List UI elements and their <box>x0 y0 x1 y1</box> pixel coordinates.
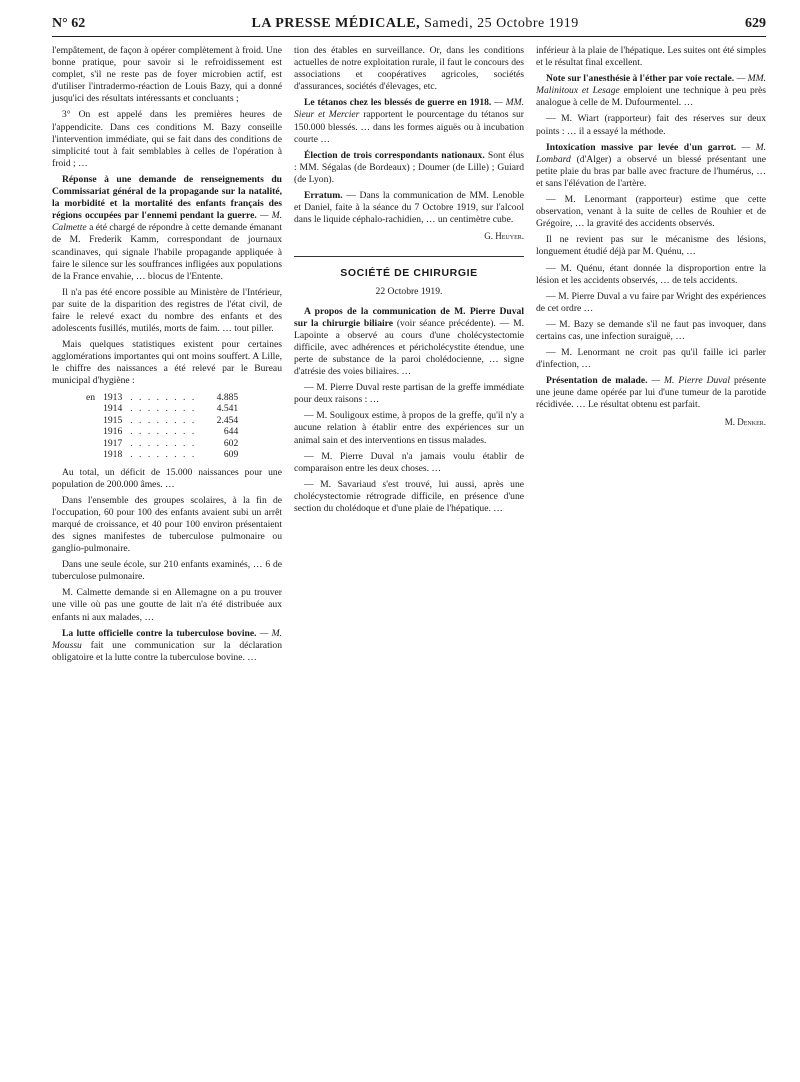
leader-dots: . . . . . . . . <box>130 449 197 461</box>
section-title: La lutte officielle contre la tuberculose bovine. <box>62 627 257 639</box>
leader-dots: . . . . . . . . <box>130 403 197 415</box>
section-title: Note sur l'anesthésie à l'éther par voie rectale. <box>546 73 735 85</box>
paragraph: M. Calmette demande si en Allemagne on a pu trouver une ville où pas une goutte de lait n'a été distribuée aux enfants ni aux malades, … <box>52 587 282 623</box>
issue-number: N° 62 <box>52 16 86 31</box>
section-title: Réponse à une demande de renseignements du Commissariat général de la propagande sur la natalité, la morbidité et la mortalité des enfants français des régions occupées par l'ennemi pendant la guerre. <box>52 173 282 222</box>
paragraph: — M. Savariaud s'est trouvé, lui aussi, après une cholécystectomie rétrograde difficile, en présence d'une section du cholédoque et d'une plaie de l'hépatique. … <box>294 478 524 514</box>
journal-name: LA PRESSE MÉDICALE, <box>251 16 421 31</box>
births-row <box>82 438 242 450</box>
signature: G. Heuyer. <box>484 231 524 242</box>
paragraph: 3° On est appelé dans les premières heures de l'appendicite. Dans ces conditions M. Bazy conseille l'intervention immédiate, qui se fait dans des conditions de simplicité tout à fait semblables à celles de l'opération à froid ; … <box>52 109 282 169</box>
paragraph: Il ne revient pas sur le mécanisme des lésions, longuement étudié déjà par M. Quénu, … <box>536 234 766 258</box>
section-note: (voir séance précédente). <box>396 317 496 329</box>
paragraph: — M. Pierre Duval reste partisan de la greffe immédiate pour deux raisons : … <box>294 382 524 406</box>
section-authors: — M. Lombard <box>536 141 766 165</box>
births-prefix <box>82 449 99 461</box>
paragraph: Il n'a pas été encore possible au Ministère de l'Intérieur, par suite de la disparition des registres de l'état civil, de faire le relevé exact du nombre des enfants et des adolescents fusillés, mutilés, morts de faim. … tout piller. <box>52 286 282 335</box>
births-year: 1914 <box>103 403 123 415</box>
births-row <box>82 392 242 404</box>
column-3 <box>536 45 766 668</box>
section-tetanos <box>294 97 524 145</box>
paragraph: Dans une seule école, sur 210 enfants examinés, … 6 de tuberculose pulmonaire. <box>52 559 282 583</box>
section-text: Sont élus : MM. Ségalas (de Bordeaux) ; Doumer (de Lille) ; Guiard (de Lyon). <box>294 149 525 185</box>
paragraph: — M. Bazy se demande s'il ne faut pas invoquer, dans certains cas, une infection suraiguë, … <box>536 318 766 342</box>
leader-dots: . . . . . . . . <box>130 426 197 438</box>
births-row <box>82 426 242 438</box>
births-prefix <box>82 426 99 438</box>
section-text: emploient une technique à peu près analogue à celle de M. Dufourmentel. … <box>536 85 766 109</box>
section-erratum <box>294 190 524 226</box>
paragraph: — M. Souligoux estime, à propos de la greffe, qu'il n'y a aucune relation à établir entre des expériences sur un animal sain et des interventions en tissus malades. <box>294 410 524 446</box>
section-election <box>294 150 524 186</box>
paragraph: — M. Wiart (rapporteur) fait des réserves sur deux points : … il a essayé la méthode. <box>536 113 766 137</box>
paragraph: — M. Pierre Duval n'a jamais voulu établir de comparaison entre les deux choses. … <box>294 450 524 474</box>
section-text: — M. Lapointe a observé au cours d'une cholécystectomie difficile, avec adhérences et péricholécystite étendue, une perte de substance de la paroi cholédocienne, … signe d'atrésie des voies biliaires. … <box>294 317 525 378</box>
births-row <box>82 403 242 415</box>
births-count: 609 <box>223 449 239 461</box>
births-count: 2.454 <box>216 414 239 426</box>
society-date: 22 Octobre 1919. <box>375 285 443 297</box>
section-calmette <box>52 174 282 283</box>
society-heading: SOCIÉTÉ DE CHIRURGIE <box>294 256 524 279</box>
births-prefix <box>82 415 99 427</box>
paragraph: — M. Lenormant (rapporteur) estime que cette observation, venant à la suite de celles de Rouhier et de Grégoire, … la gravité des accidents observés. <box>536 194 766 230</box>
paragraph: — M. Pierre Duval a vu faire par Wright des expériences de cet ordre … <box>536 290 766 314</box>
section-anesthesie <box>536 73 766 109</box>
journal-title-line <box>252 16 579 32</box>
section-title: Le tétanos chez les blessés de guerre en 1918. <box>304 97 492 109</box>
column-1 <box>52 45 282 668</box>
births-row <box>82 449 242 461</box>
paragraph: — M. Quénu, étant donnée la disproportion entre la lésion et les accidents observés, … de tels accidents. <box>536 262 766 286</box>
section-text: présente une jeune dame opérée par lui d'une tumeur de la parotide récidivée. … Le résultat obtenu est parfait. <box>536 375 766 411</box>
births-year: 1913 <box>103 391 123 403</box>
section-authors: — M. Moussu <box>52 627 282 651</box>
paragraph: Mais quelques statistiques existent pour certaines agglomérations importantes qui ont moins souffert. A Lille, le chiffre des naissances a été relevé par le Bureau municipal d'hygiène : <box>52 339 282 387</box>
section-moussu <box>52 628 282 664</box>
section-authors: — M. Calmette <box>52 210 283 234</box>
births-year: 1917 <box>103 437 123 449</box>
births-count: 644 <box>223 426 239 438</box>
births-prefix <box>82 438 99 450</box>
births-count: 4.541 <box>216 403 239 415</box>
births-table <box>82 392 242 461</box>
article-columns <box>52 45 766 668</box>
section-text: a été chargé de répondre à cette demande émanant de M. Frederik Kamm, correspondant de journaux scandinaves, qui signale l'habile propagande appliquée à faire le silence sur les souffrances infligées aux populations de la France envahie, … blocus de l'Entente. <box>52 222 282 282</box>
leader-dots: . . . . . . . . <box>130 414 197 426</box>
signature: M. Denker. <box>724 416 766 427</box>
section-presentation <box>536 375 766 411</box>
section-duval <box>294 306 524 379</box>
section-title: A propos de la communication de M. Pierre Duval sur la chirurgie biliaire <box>294 305 524 329</box>
section-text: rapportent le pourcentage du tétanos sur 150.000 blessés. … dans les formes aiguës ou à incubation courte … <box>294 109 524 145</box>
leader-dots: . . . . . . . . <box>130 391 197 403</box>
births-year: 1916 <box>103 426 123 438</box>
births-count: 602 <box>223 437 239 449</box>
paragraph: tion des étables en surveillance. Or, dans les conditions actuelles de notre exploitation rurale, il faut le concours des associations et coopératives agricoles, sociétés d'assurances, sociétés d'élevages, etc. <box>294 45 524 93</box>
section-authors: — MM. Malinitoux et Lesage <box>536 73 766 97</box>
births-prefix: en <box>86 391 96 403</box>
births-year: 1918 <box>103 449 123 461</box>
column-2 <box>294 45 524 668</box>
paragraph: — M. Lenormant ne croit pas qu'il faille ici parler d'infection, … <box>536 347 766 371</box>
births-prefix <box>82 403 99 415</box>
section-title: Élection de trois correspondants nationaux. <box>304 149 485 161</box>
section-title: Présentation de malade. <box>546 375 648 387</box>
paragraph: Dans l'ensemble des groupes scolaires, à la fin de l'occupation, 60 pour 100 des enfants avaient subi un arrêt marqué de croissance, et 40 pour 100 environ présentaient des signes manifestes de tuberculose pulmonaire ou ganglio-pulmonaire. <box>52 494 282 555</box>
paragraph: l'empâtement, de façon à opérer complètement à froid. Une bonne pratique, pour savoir si le refroidissement est complet, s'il ne reste pas de foyer microbien actif, est d'utiliser l'intradermo-réaction de Louis Bazy, qui a donné jusqu'ici des résultats intéressants et concluants ; <box>52 45 282 105</box>
paragraph: Au total, un déficit de 15.000 naissances pour une population de 200.000 âmes. … <box>52 466 282 490</box>
leader-dots: . . . . . . . . <box>130 437 197 449</box>
section-authors: — MM. Sieur et Mercier <box>294 97 525 121</box>
births-count: 4.885 <box>216 391 239 403</box>
section-garrot <box>536 142 766 190</box>
section-text: — Dans la communication de MM. Lenoble et Daniel, faite à la séance du 7 Octobre 1919, sur l'alcool dans le liquide céphalo-rachidien, … un centimètre cube. <box>294 190 524 226</box>
section-title: Erratum. <box>304 190 343 202</box>
section-text: fait une communication sur la déclaration obligatoire et la lutte contre la tuberculose bovine. … <box>52 639 282 663</box>
page-header <box>52 16 766 37</box>
issue-date: Samedi, 25 Octobre 1919 <box>424 16 579 31</box>
page-number: 629 <box>745 16 766 31</box>
section-title: Intoxication massive par levée d'un garrot. <box>546 141 737 153</box>
births-year: 1915 <box>103 414 123 426</box>
section-authors: — M. Pierre Duval <box>651 375 731 387</box>
births-row <box>82 415 242 427</box>
section-text: (d'Alger) a observé un blessé présentant une petite plaie du bras par balle avec fracture de l'humérus, … et sans l'élévation de l'artère. <box>536 153 766 189</box>
paragraph: inférieur à la plaie de l'hépatique. Les suites ont été simples et le résultat final excellent. <box>536 45 766 69</box>
